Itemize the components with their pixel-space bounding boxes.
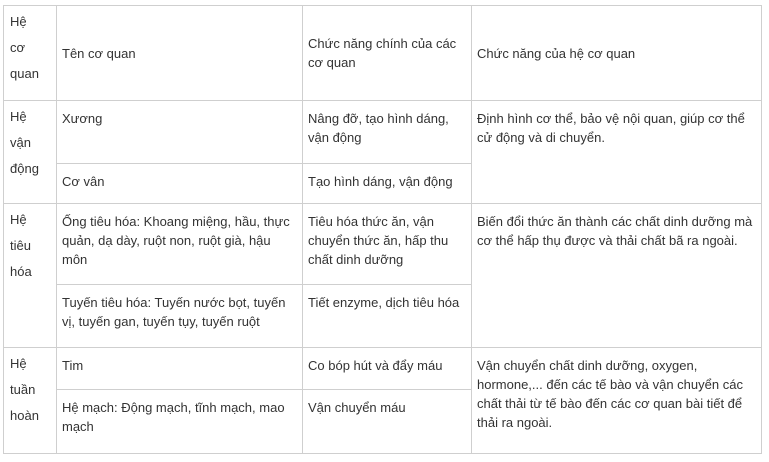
system-name-line: Hệ [10, 109, 27, 124]
header-organ-name: Tên cơ quan [57, 6, 303, 101]
table-row [4, 101, 762, 164]
organ-cell: Tuyến tiêu hóa: Tuyến nước bọt, tuyến vị, tuyến gan, tuyến tụy, tuyến ruột [57, 285, 303, 348]
system-name-line: hóa [10, 264, 32, 279]
system-function-cell: Vận chuyển chất dinh dưỡng, oxygen, hormone,... đến các tế bào và vận chuyển các chất thải từ tế bào đến các cơ quan bài tiết để thải ra ngoài. [472, 348, 762, 454]
organ-function-cell: Tạo hình dáng, vận động [303, 164, 472, 204]
organ-cell: Hệ mạch: Động mạch, tĩnh mạch, mao mạch [57, 390, 303, 454]
system-name-line: tiêu [10, 238, 31, 253]
organ-function-cell: Co bóp hút và đẩy máu [303, 348, 472, 390]
organ-function-cell: Nâng đỡ, tạo hình dáng, vận động [303, 101, 472, 164]
system-cell-digestive [4, 204, 57, 348]
header-system-line: quan [10, 66, 39, 81]
organ-cell: Tim [57, 348, 303, 390]
system-name-line: vận [10, 135, 31, 150]
organ-function-cell: Tiết enzyme, dịch tiêu hóa [303, 285, 472, 348]
header-system-cell [4, 6, 57, 101]
system-cell-motor [4, 101, 57, 204]
table-header-row [4, 6, 762, 101]
organ-function-cell: Vận chuyển máu [303, 390, 472, 454]
organ-function-cell: Tiêu hóa thức ăn, vận chuyển thức ăn, hấp thu chất dinh dưỡng [303, 204, 472, 285]
header-system-line: Hệ [10, 14, 27, 29]
organ-cell: Cơ vân [57, 164, 303, 204]
system-cell-circulatory [4, 348, 57, 454]
system-name-line: động [10, 161, 39, 176]
system-name-line: tuần [10, 382, 36, 397]
organ-cell: Ống tiêu hóa: Khoang miệng, hầu, thực quản, dạ dày, ruột non, ruột già, hậu môn [57, 204, 303, 285]
organ-cell: Xương [57, 101, 303, 164]
system-name-line: Hệ [10, 356, 27, 371]
system-function-cell: Định hình cơ thể, bảo vệ nội quan, giúp cơ thể cử động và di chuyển. [472, 101, 762, 204]
system-function-cell: Biến đổi thức ăn thành các chất dinh dưỡng mà cơ thể hấp thụ được và thải chất bã ra ngoài. [472, 204, 762, 348]
header-system-line: cơ [10, 40, 26, 55]
organ-systems-table [3, 5, 762, 454]
system-name-line: hoàn [10, 408, 39, 423]
header-system-function: Chức năng của hệ cơ quan [472, 6, 762, 101]
header-organ-function: Chức năng chính của các cơ quan [303, 6, 472, 101]
table-row [4, 204, 762, 285]
system-name-line: Hệ [10, 212, 27, 227]
table-row [4, 348, 762, 390]
